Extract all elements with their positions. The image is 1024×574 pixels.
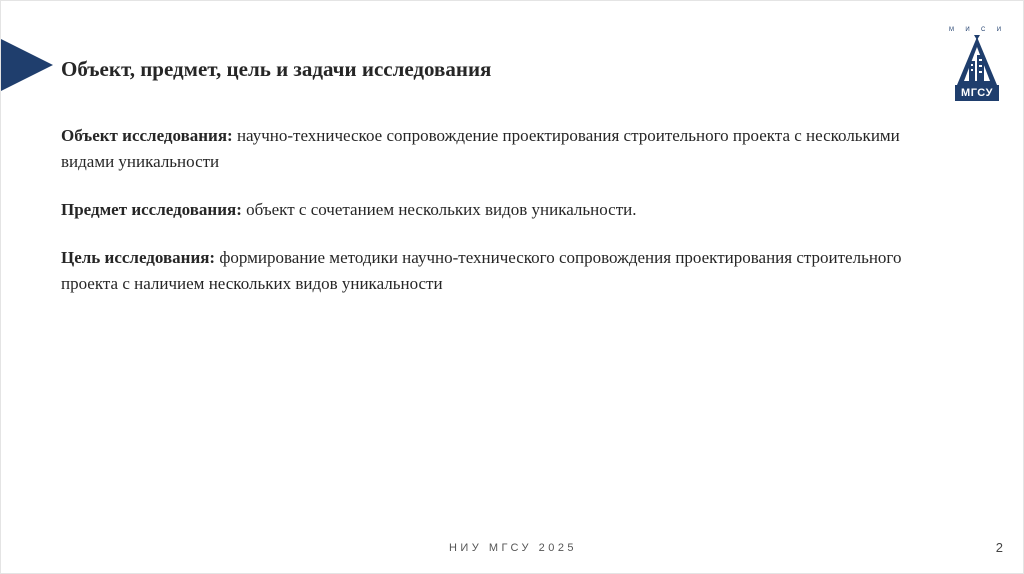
- logo-letter: М: [949, 27, 954, 33]
- logo-letter: И: [965, 27, 970, 33]
- paragraph-term: Цель исследования:: [61, 248, 216, 267]
- paragraph-text: объект с сочетанием нескольких видов уникальности.: [241, 200, 637, 219]
- slide-content: [61, 123, 941, 319]
- page-number: 2: [995, 540, 1003, 555]
- logo-letter: И: [996, 27, 1001, 33]
- accent-triangle-icon: [1, 39, 53, 91]
- slide-title: Объект, предмет, цель и задачи исследования: [61, 57, 492, 81]
- paragraph-text: научно-техническое сопровождение проектирования строительного проекта с несколькими видами уникальности: [61, 126, 900, 171]
- paragraph-subject: [61, 197, 941, 223]
- logo-caption: МГСУ: [955, 85, 999, 101]
- paragraph-term: Объект исследования:: [61, 126, 233, 145]
- slide-footer: НИУ МГСУ 2025: [448, 542, 578, 554]
- paragraph-goal: [61, 245, 941, 297]
- paragraph-term: Предмет исследования:: [61, 200, 242, 219]
- logo-letter: С: [981, 27, 986, 33]
- mgsu-logo-icon: [949, 23, 1001, 103]
- paragraph-object: [61, 123, 941, 175]
- paragraph-text: формирование методики научно-технического сопровождения проектирования строительного проекта с наличием нескольких видов уникальности: [61, 248, 902, 293]
